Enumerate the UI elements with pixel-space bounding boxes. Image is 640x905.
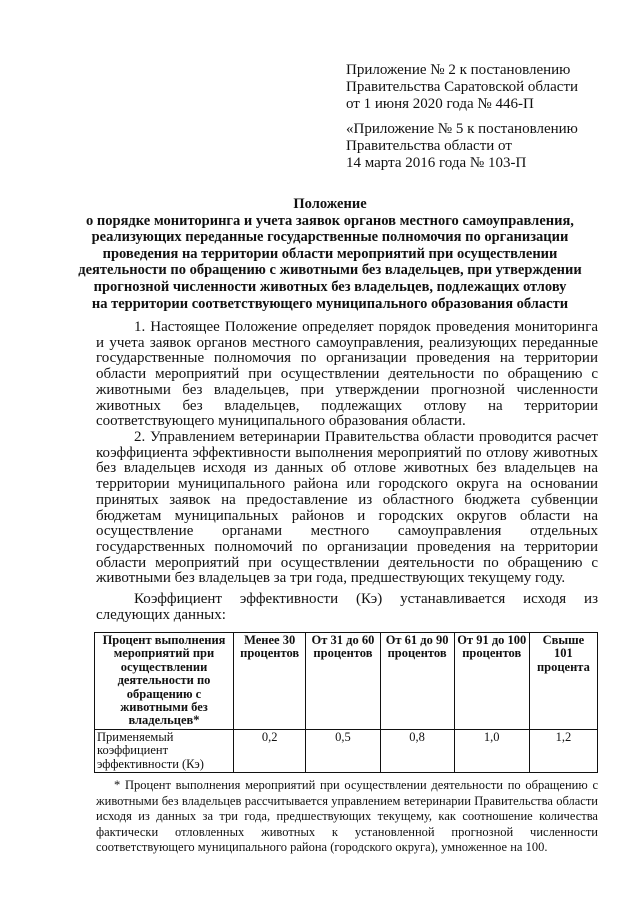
table-cell: 0,8 (380, 729, 454, 772)
title-line: на территории соответствующего муниципального образования области (91, 295, 569, 312)
table-cell: 1,0 (454, 729, 529, 772)
table-header-cell: Процент выполнения мероприятий при осуществлении деятельности по обращению с животными без владельцев* (95, 633, 234, 730)
table-header-cell: Свыше 101 процента (529, 633, 597, 730)
paragraph-1 (96, 320, 598, 430)
table-header-row (95, 633, 598, 730)
header-line: Приложение № 2 к постановлению (346, 62, 571, 78)
table-header-cell: От 61 до 90 процентов (380, 633, 454, 730)
title-line: о порядке мониторинга и учета заявок органов местного самоуправления, (86, 212, 574, 229)
title-line: реализующих переданные государственные полномочия по организации (91, 229, 569, 246)
table-cell: 1,2 (529, 729, 597, 772)
table-cell: 0,5 (306, 729, 380, 772)
table-cell: 0,2 (234, 729, 306, 772)
paragraph-2 (96, 430, 598, 587)
header-line: Правительства области от (346, 138, 512, 154)
footnote (96, 778, 598, 856)
title-line: деятельности по обращению с животными без владельцев, при утверждении (78, 262, 582, 279)
header-line: «Приложение № 5 к постановлению (346, 121, 578, 137)
title-heading: Положение (293, 196, 367, 212)
header-line: Правительства Саратовской области (346, 79, 579, 95)
coefficient-table (94, 632, 598, 773)
paragraph-text: 2. Управлением ветеринарии Правительства области проводится расчет коэффициента эффективности выполнения мероприятий по отлову животных без владельцев исходя из данных об отлове животных без владельцев на территории муниципального района или городского округа на основании принятых заявок на предоставление из областного бюджета субвенции бюджетам муниципальных районов и городских округов области на осуществление органами местного самоуправления отдельных государственных полномочий по организации проведения на территории области мероприятий при осуществлении деятельности по обращению с животными без владельцев за три года, предшествующих текущему году. (96, 429, 598, 587)
header-line: от 1 июня 2020 года № 446-П (346, 96, 534, 112)
paragraph-text: 1. Настоящее Положение определяет порядок проведения мониторинга и учета заявок органов местного самоуправления, реализующих переданные государственные полномочия по организации проведения на территории области мероприятий при осуществлении деятельности по обращению с животными без владельцев, при утверждении прогнозной численности животных без владельцев, подлежащих отлову на территории соответствующего муниципального образования области. (96, 319, 598, 430)
table-header-cell: Менее 30 процентов (234, 633, 306, 730)
appendix-header-current (346, 62, 578, 113)
footnote-text: * Процент выполнения мероприятий при осуществлении деятельности по обращению с животными без владельцев рассчитывается управлением ветеринарии Правительства области исходя из данных за три года, предшествующих текущему, как соотношение количества фактически отловленных животных к установленной прогнозной численности соответствующего муниципального района (городского округа), умноженное на 100. (96, 778, 598, 855)
table-header-cell: От 31 до 60 процентов (306, 633, 380, 730)
paragraph-3 (96, 592, 598, 623)
paragraph-text: Коэффициент эффективности (Кэ) устанавливается исходя из следующих данных: (96, 591, 598, 623)
table-row (95, 729, 598, 772)
title-line: проведения на территории области мероприятий при осуществлении (102, 245, 558, 262)
table-row-label: Применяемый коэффициент эффективности (Кэ) (95, 729, 234, 772)
appendix-header-original (346, 121, 578, 172)
title-line: прогнозной численности животных без владельцев, подлежащих отлову (93, 278, 567, 295)
document-title (60, 196, 600, 312)
table-header-cell: От 91 до 100 процентов (454, 633, 529, 730)
header-line: 14 марта 2016 года № 103-П (346, 155, 527, 171)
